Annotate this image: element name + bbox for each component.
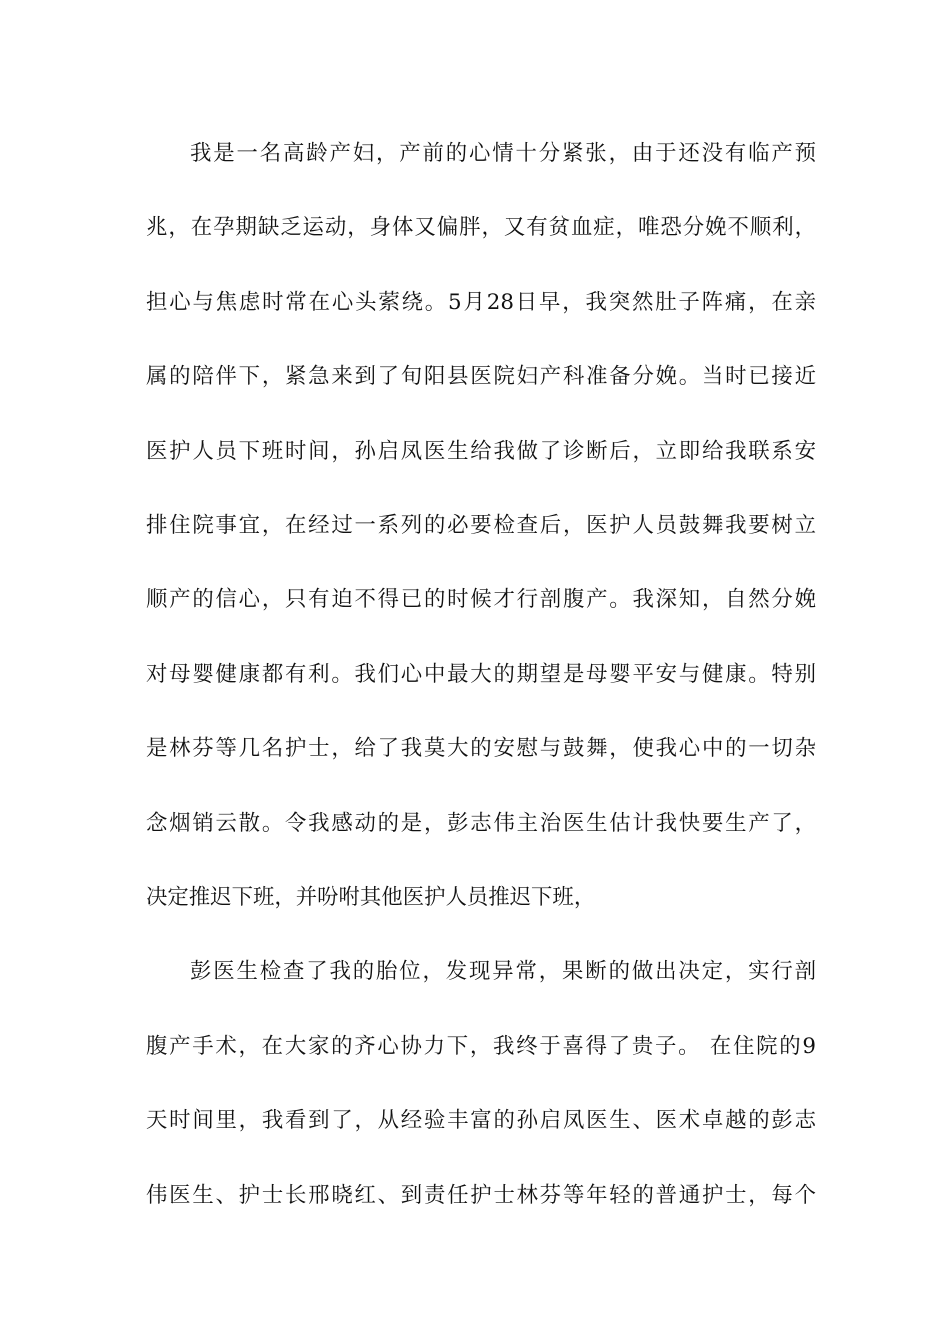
paragraph-1-line-5: 医护人员下班时间，孙启凤医生给我做了诊断后，立即给我联系安 — [146, 439, 816, 464]
paragraph-1-line-3: 担心与焦虑时常在心头萦绕。5月28日早，我突然肚子阵痛，在亲 — [146, 290, 816, 315]
paragraph-2-line-2: 腹产手术，在大家的齐心协力下，我终于喜得了贵子。 在住院的9 — [146, 1034, 816, 1059]
paragraph-1-line-9: 是林芬等几名护士，给了我莫大的安慰与鼓舞，使我心中的一切杂 — [146, 736, 816, 761]
paragraph-1-line-2: 兆，在孕期缺乏运动，身体又偏胖，又有贫血症，唯恐分娩不顺利， — [146, 215, 816, 240]
paragraph-1-line-1: 我是一名高龄产妇，产前的心情十分紧张，由于还没有临产预 — [190, 141, 816, 166]
paragraph-1-line-11: 决定推迟下班，并吩咐其他医护人员推迟下班， — [146, 885, 596, 910]
paragraph-1-line-10: 念烟销云散。令我感动的是，彭志伟主治医生估计我快要生产了， — [146, 811, 816, 836]
paragraph-1-line-7: 顺产的信心，只有迫不得已的时候才行剖腹产。我深知，自然分娩 — [146, 587, 816, 612]
paragraph-2-line-3: 天时间里，我看到了，从经验丰富的孙启凤医生、医术卓越的彭志 — [146, 1108, 816, 1133]
paragraph-2-line-4: 伟医生、护士长邢晓红、到责任护士林芬等年轻的普通护士，每个 — [146, 1183, 816, 1208]
paragraph-1-line-8: 对母婴健康都有利。我们心中最大的期望是母婴平安与健康。特别 — [146, 662, 816, 687]
paragraph-2-line-1: 彭医生检查了我的胎位，发现异常，果断的做出决定，实行剖 — [190, 959, 816, 984]
paragraph-1-line-4: 属的陪伴下，紧急来到了旬阳县医院妇产科准备分娩。当时已接近 — [146, 364, 816, 389]
paragraph-1-line-6: 排住院事宜，在经过一系列的必要检查后，医护人员鼓舞我要树立 — [146, 513, 816, 538]
